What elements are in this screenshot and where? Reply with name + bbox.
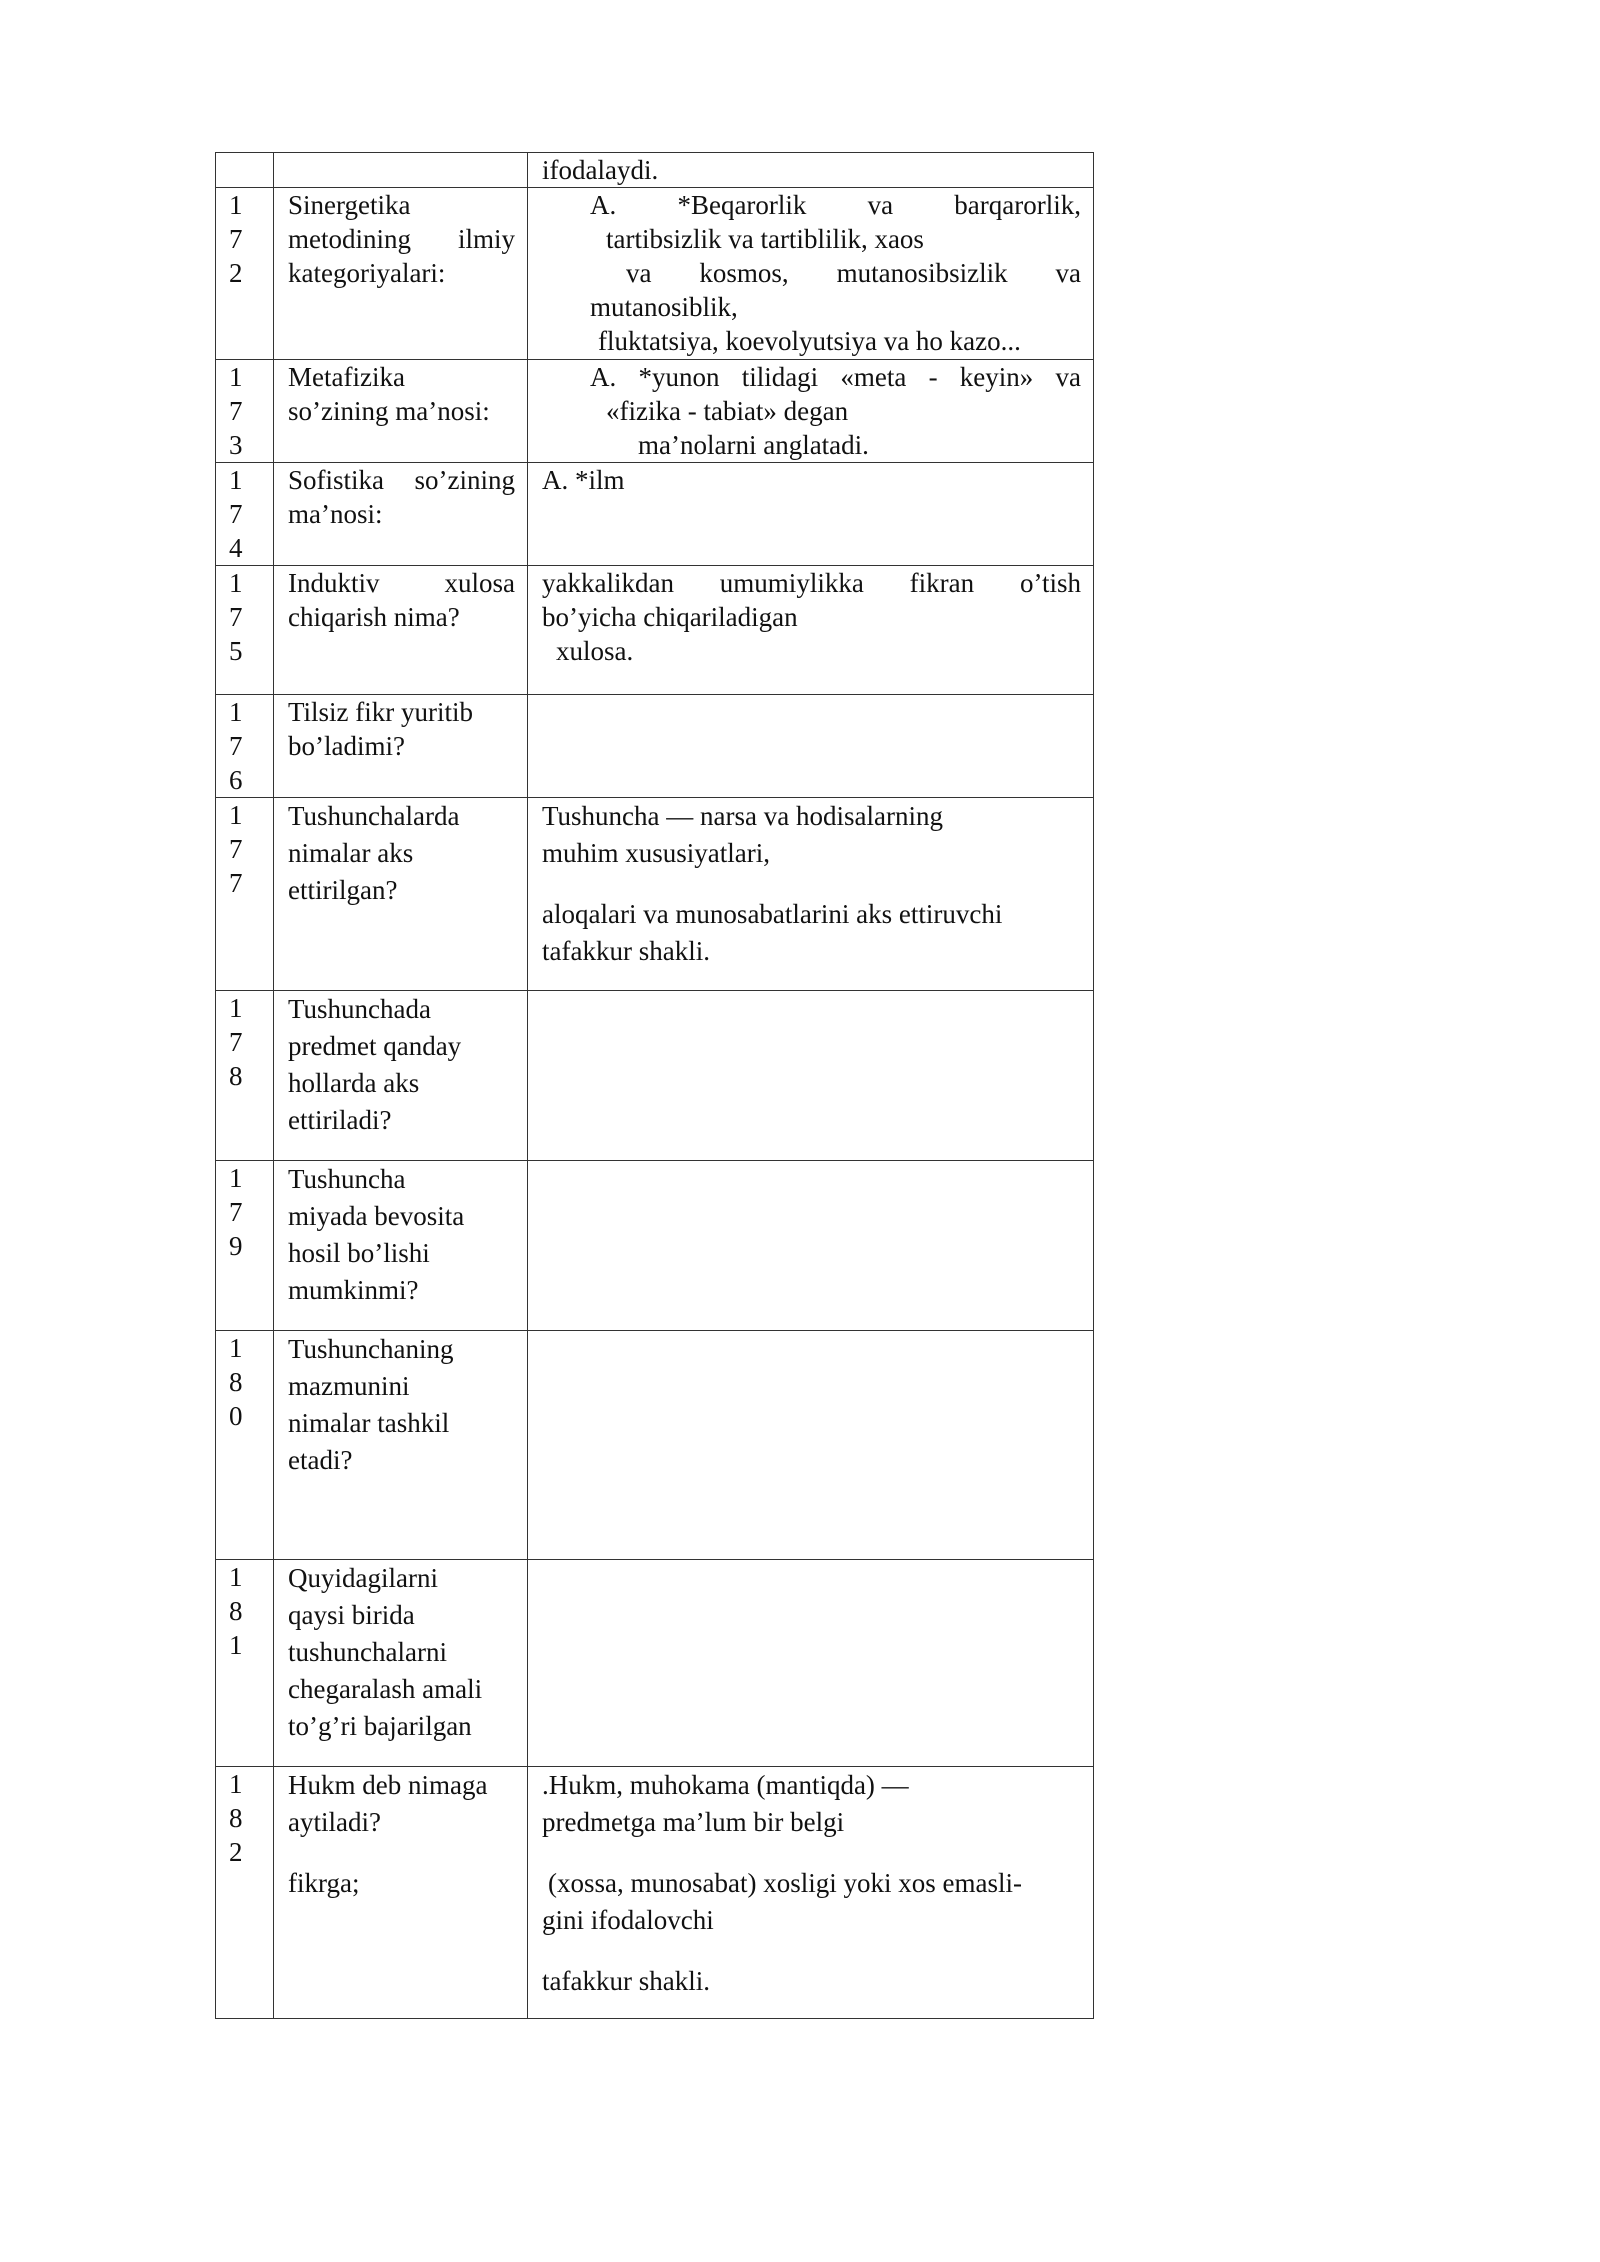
row-number-digit: 8 [229,1061,243,1091]
row-number-digit: 1 [229,568,243,598]
row-number-digit: 1 [229,362,243,392]
row-number-digit: 2 [229,258,243,288]
row-number-digit: 5 [229,636,243,666]
row-number-digit: 1 [229,1630,243,1660]
question-line: chiqarish nima? [288,602,460,632]
table-row [216,991,1094,1161]
question-line: Sofistika so’zining [288,465,515,495]
question-cell [274,1161,528,1331]
table-row [216,695,1094,798]
row-number-digit: 8 [229,1367,243,1397]
answer-cell [528,1331,1094,1560]
question-line: fikrga; [288,1868,360,1898]
answer-cell [528,1161,1094,1331]
question-line: Hukm deb nimaga [288,1770,488,1800]
row-number-digit: 7 [229,224,243,254]
row-number-digit: 1 [229,1163,243,1193]
answer-cell [528,360,1094,463]
question-line: mazmunini [288,1371,410,1401]
answer-cell [528,1560,1094,1767]
row-number-digit: 1 [229,1769,243,1799]
answer-line: ifodalaydi. [542,155,659,185]
answer-line: va kosmos, mutanosibsizlik va [626,258,1081,288]
row-number-cell [216,1767,274,2019]
row-number-digit: 8 [229,1803,243,1833]
question-line: metodining ilmiy [288,224,515,254]
question-line: ettirilgan? [288,875,398,905]
row-number-digit: 1 [229,993,243,1023]
question-line: Induktiv xulosa [288,568,515,598]
row-number-digit: 1 [229,800,243,830]
row-number-cell [216,566,274,695]
question-line: ettiriladi? [288,1105,392,1135]
row-number-digit: 1 [229,1562,243,1592]
row-number-cell [216,1560,274,1767]
row-number-digit: 7 [229,1197,243,1227]
question-cell [274,360,528,463]
row-number-digit: 7 [229,499,243,529]
answer-line: aloqalari va munosabatlarini aks ettiruvchi [542,899,1003,929]
question-line: nimalar aks [288,838,414,868]
question-cell [274,695,528,798]
answer-line: tafakkur shakli. [542,1966,710,1996]
row-number-cell [216,1161,274,1331]
question-line: Quyidagilarni [288,1563,438,1593]
answer-line: tartibsizlik va tartiblilik, xaos [606,224,924,254]
answer-line: predmetga ma’lum bir belgi [542,1807,845,1837]
answer-line: A. *yunon tilidagi «meta - keyin» va [590,362,1081,392]
answer-line: tafakkur shakli. [542,936,710,966]
question-line: nimalar tashkil [288,1408,450,1438]
question-cell [274,463,528,566]
question-cell [274,798,528,991]
question-cell [274,1331,528,1560]
answer-line: yakkalikdan umumiylikka fikran o’tish [542,568,1081,598]
table-row [216,153,1094,188]
question-cell [274,566,528,695]
row-number-digit: 7 [229,834,243,864]
answer-line: A. *Beqarorlik va barqarorlik, [590,190,1081,220]
row-number-digit: 1 [229,697,243,727]
row-number-cell [216,153,274,188]
answer-line: gini ifodalovchi [542,1905,714,1935]
answer-line: «fizika - tabiat» degan [606,396,849,426]
question-line: bo’ladimi? [288,731,405,761]
question-cell [274,1767,528,2019]
row-number-digit: 2 [229,1837,243,1867]
question-cell [274,188,528,360]
answer-line: bo’yicha chiqariladigan [542,602,798,632]
answer-line: muhim xususiyatlari, [542,838,770,868]
question-line: Metafizika [288,362,405,392]
question-line: hollarda aks [288,1068,420,1098]
question-line: to’g’ri bajarilgan [288,1711,472,1741]
question-line: qaysi birida [288,1600,415,1630]
question-line: Tilsiz fikr yuritib [288,697,474,727]
row-number-cell [216,188,274,360]
row-number-digit: 1 [229,465,243,495]
answer-line: .Hukm, muhokama (mantiqda) — [542,1770,909,1800]
answer-cell [528,798,1094,991]
row-number-digit: 1 [229,190,243,220]
row-number-digit: 7 [229,868,243,898]
question-line: Tushunchaning [288,1334,454,1364]
question-line: tushunchalarni [288,1637,447,1667]
question-line: miyada bevosita [288,1201,465,1231]
row-number-cell [216,798,274,991]
table-row [216,360,1094,463]
table-row [216,1767,1094,2019]
row-number-digit: 6 [229,765,243,795]
row-number-digit: 8 [229,1596,243,1626]
question-line: etadi? [288,1445,353,1475]
table-row [216,798,1094,991]
question-cell [274,991,528,1161]
answer-line: A. *ilm [542,465,625,495]
table-row [216,188,1094,360]
table-row [216,1560,1094,1767]
table-row [216,1161,1094,1331]
question-line: ma’nosi: [288,499,383,529]
answer-cell [528,695,1094,798]
row-number-digit: 7 [229,602,243,632]
answer-line: Tushuncha — narsa va hodisalarning [542,801,943,831]
row-number-digit: 3 [229,430,243,460]
row-number-cell [216,463,274,566]
answer-cell [528,463,1094,566]
question-table [215,152,1094,2019]
question-line: aytiladi? [288,1807,381,1837]
question-line: Tushunchalarda [288,801,460,831]
question-line: so’zining ma’nosi: [288,396,490,426]
question-line: Sinergetika [288,190,411,220]
row-number-digit: 9 [229,1231,243,1261]
answer-cell [528,566,1094,695]
question-line: kategoriyalari: [288,258,446,288]
row-number-cell [216,1331,274,1560]
row-number-digit: 0 [229,1401,243,1431]
question-cell [274,153,528,188]
row-number-digit: 1 [229,1333,243,1363]
answer-line: fluktatsiya, koevolyutsiya va ho kazo... [598,326,1021,356]
answer-cell [528,153,1094,188]
row-number-digit: 7 [229,396,243,426]
question-line: Tushuncha [288,1164,406,1194]
table-row [216,463,1094,566]
answer-cell [528,188,1094,360]
answer-line: (xossa, munosabat) xosligi yoki xos emasli- [548,1868,1022,1898]
table-row [216,566,1094,695]
row-number-digit: 7 [229,731,243,761]
row-number-cell [216,991,274,1161]
answer-cell [528,1767,1094,2019]
row-number-cell [216,360,274,463]
row-number-digit: 7 [229,1027,243,1057]
question-line: Tushunchada [288,994,432,1024]
table-row [216,1331,1094,1560]
answer-line: xulosa. [556,636,634,666]
answer-cell [528,991,1094,1161]
row-number-cell [216,695,274,798]
question-cell [274,1560,528,1767]
row-number-digit: 4 [229,533,243,563]
answer-line: mutanosiblik, [590,292,738,322]
question-line: mumkinmi? [288,1275,419,1305]
question-line: predmet qanday [288,1031,462,1061]
question-line: hosil bo’lishi [288,1238,430,1268]
question-line: chegaralash amali [288,1674,483,1704]
answer-line: ma’nolarni anglatadi. [638,430,869,460]
